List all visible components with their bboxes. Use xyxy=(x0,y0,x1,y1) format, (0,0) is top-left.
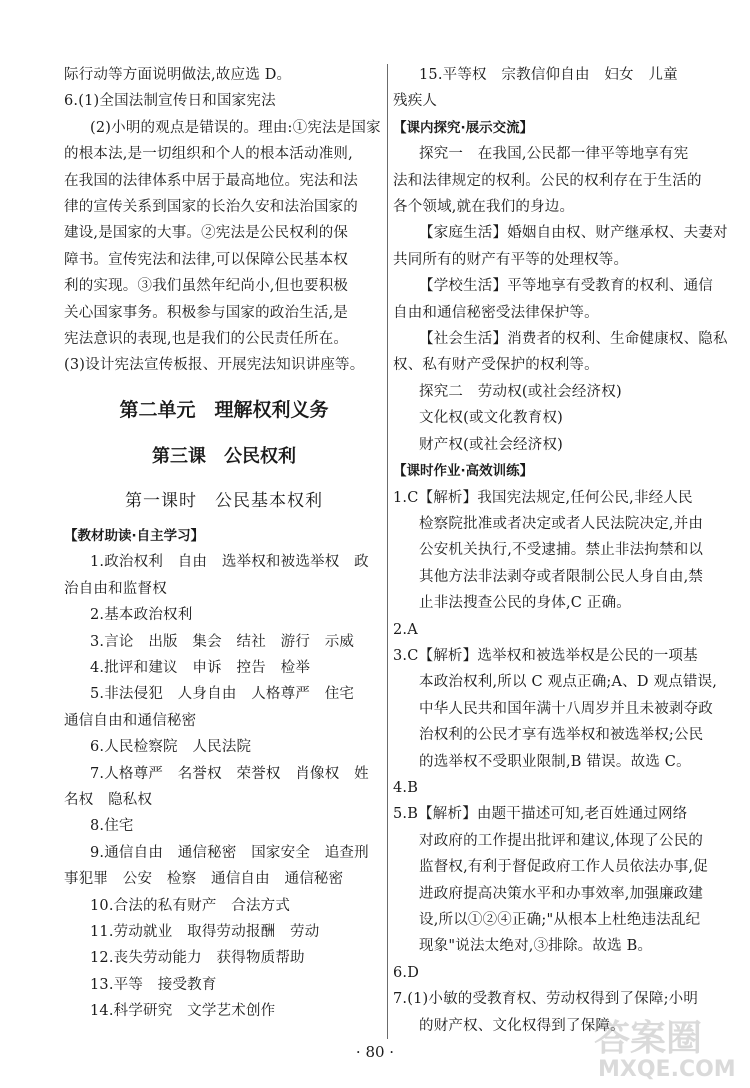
homework-line: 的财产权、文化权得到了保障。 xyxy=(419,1017,625,1034)
period-title: 第一课时 公民基本权利 xyxy=(125,490,323,511)
homework-line: 7.(1)小敏的受教育权、劳动权得到了保障;小明 xyxy=(393,991,699,1008)
section-header: 【课时作业·高效训练】 xyxy=(393,463,534,480)
answer-line: 8.住宅 xyxy=(90,818,134,835)
answer-line: 15.平等权 宗教信仰自由 妇女 儿童 xyxy=(419,67,678,83)
lesson-title: 第三课 公民权利 xyxy=(152,445,296,467)
explore-line: 文化权(或文化教育权) xyxy=(419,410,564,427)
watermark-logo xyxy=(588,1010,738,1082)
answer-line: 12.丧失劳动能力 获得物质帮助 xyxy=(90,950,305,967)
homework-line: 止非法搜查公民的身体,C 正确。 xyxy=(419,595,632,612)
homework-line: 2.A xyxy=(393,621,418,638)
homework-line: 1.C【解析】我国宪法规定,任何公民,非经人民 xyxy=(393,489,693,506)
text-line: 障书。宣传宪法和法律,可以保障公民基本权 xyxy=(64,251,349,268)
answer-line: 5.非法侵犯 人身自由 人格尊严 住宅 xyxy=(90,686,355,703)
unit-title: 第二单元 理解权利义务 xyxy=(119,398,329,421)
answer-line: 7.人格尊严 名誉权 荣誉权 肖像权 姓 xyxy=(90,765,369,782)
explore-line: 各个领域,就在我们的身边。 xyxy=(393,199,575,216)
answer-line: 通信自由和通信秘密 xyxy=(64,712,197,729)
explore-line: 法和法律规定的权利。公民的权利存在于生活的 xyxy=(393,172,702,189)
homework-line: 设,所以①②④正确;"从根本上杜绝违法乱纪 xyxy=(419,912,701,928)
answer-line: 事犯罪 公安 检察 通信自由 通信秘密 xyxy=(64,871,344,888)
watermark-url: MXQE.COM xyxy=(598,1057,736,1082)
text-line: 的根本法,是一切组织和个人的根本活动准则, xyxy=(64,146,353,163)
homework-line: 4.B xyxy=(393,779,419,796)
text-line: 际行动等方面说明做法,故应选 D。 xyxy=(64,67,292,83)
right-column xyxy=(393,62,738,1039)
text-line: 利的实现。③我们虽然年纪尚小,但也要积极 xyxy=(64,278,349,295)
homework-line: 3.C【解析】选举权和被选举权是公民的一项基 xyxy=(393,647,698,664)
answer-line: 11.劳动就业 取得劳动报酬 劳动 xyxy=(90,923,320,940)
left-column xyxy=(64,62,384,1025)
answer-line: 13.平等 接受教育 xyxy=(90,976,217,993)
text-line: 宪法意识的表现,也是我们的公民责任所在。 xyxy=(64,331,349,348)
homework-line: 的选举权不受职业限制,B 错误。故选 C。 xyxy=(419,753,691,770)
answer-line: 14.科学研究 文学艺术创作 xyxy=(90,1003,276,1020)
section-header: 【教材助读·自主学习】 xyxy=(64,527,205,544)
page-number: · 80 · xyxy=(355,1043,395,1061)
explore-line: 【家庭生活】婚姻自由权、财产继承权、夫妻对 xyxy=(419,225,728,242)
answer-line: 1.政治权利 自由 选举权和被选举权 政 xyxy=(90,554,369,571)
answer-line: 3.言论 出版 集会 结社 游行 示威 xyxy=(90,633,355,650)
text-line: 在我国的法律体系中居于最高地位。宪法和法 xyxy=(64,172,358,189)
homework-line: 进政府提高决策水平和办事效率,加强廉政建 xyxy=(419,885,704,902)
explore-line: 共同所有的财产有平等的处理权等。 xyxy=(393,251,629,268)
explore-line: 【学校生活】平等地享有受教育的权利、通信 xyxy=(419,278,713,295)
explore-line: 探究二 劳动权(或社会经济权) xyxy=(419,383,622,400)
text-line: (2)小明的观点是错误的。理由:①宪法是国家 xyxy=(90,119,381,136)
explore-line: 自由和通信秘密受法律保护等。 xyxy=(393,304,599,321)
watermark-text: 答案圈 xyxy=(594,1018,703,1059)
homework-line: 本政治权利,所以 C 观点正确;A、D 观点错误, xyxy=(419,674,718,691)
explore-line: 探究一 在我国,公民都一律平等地享有宪 xyxy=(419,146,689,163)
explore-line: 财产权(或社会经济权) xyxy=(419,436,564,453)
answer-line: 4.批评和建议 申诉 控告 检举 xyxy=(90,659,311,676)
text-line: 建设,是国家的大事。②宪法是公民权利的保 xyxy=(64,225,349,242)
answer-line: 名权 隐私权 xyxy=(64,791,153,808)
homework-line: 监督权,有利于督促政府工作人员依法办事,促 xyxy=(419,859,708,876)
answer-line: 治自由和监督权 xyxy=(64,580,167,597)
text-line: (3)设计宪法宣传板报、开展宪法知识讲座等。 xyxy=(64,357,365,374)
homework-line: 中华人民共和国年满十八周岁并且未被剥夺政 xyxy=(419,700,713,717)
homework-line: 检察院批准或者决定或者人民法院决定,并由 xyxy=(419,515,704,532)
homework-line: 治权利的公民才享有选举权和被选举权;公民 xyxy=(419,727,704,744)
explore-line: 权、私有财产受保护的权利等。 xyxy=(393,357,599,374)
answer-line: 9.通信自由 通信秘密 国家安全 追查刑 xyxy=(90,844,369,861)
answer-line: 残疾人 xyxy=(393,93,438,110)
text-line: 6.(1)全国法制宣传日和国家宪法 xyxy=(64,93,276,110)
homework-line: 5.B【解析】由题干描述可知,老百姓通过网络 xyxy=(393,806,688,823)
homework-line: 其他方法非法剥夺或者限制公民人身自由,禁 xyxy=(419,568,704,585)
homework-line: 对政府的工作提出批评和建议,体现了公民的 xyxy=(419,832,704,849)
text-line: 律的宣传关系到国家的长治久安和法治国家的 xyxy=(64,199,358,216)
section-header: 【课内探究·展示交流】 xyxy=(393,119,534,136)
explore-line: 【社会生活】消费者的权利、生命健康权、隐私 xyxy=(419,331,728,348)
homework-line: 现象"说法太绝对,③排除。故选 B。 xyxy=(419,938,653,955)
answer-line: 6.人民检察院 人民法院 xyxy=(90,739,252,756)
homework-line: 公安机关执行,不受逮捕。禁止非法拘禁和以 xyxy=(419,542,704,559)
answer-line: 10.合法的私有财产 合法方式 xyxy=(90,897,291,914)
text-line: 关心国家事务。积极参与国家的政治生活,是 xyxy=(64,304,349,321)
column-divider xyxy=(387,64,388,1039)
answer-line: 2.基本政治权利 xyxy=(90,607,193,624)
homework-line: 6.D xyxy=(393,964,420,981)
